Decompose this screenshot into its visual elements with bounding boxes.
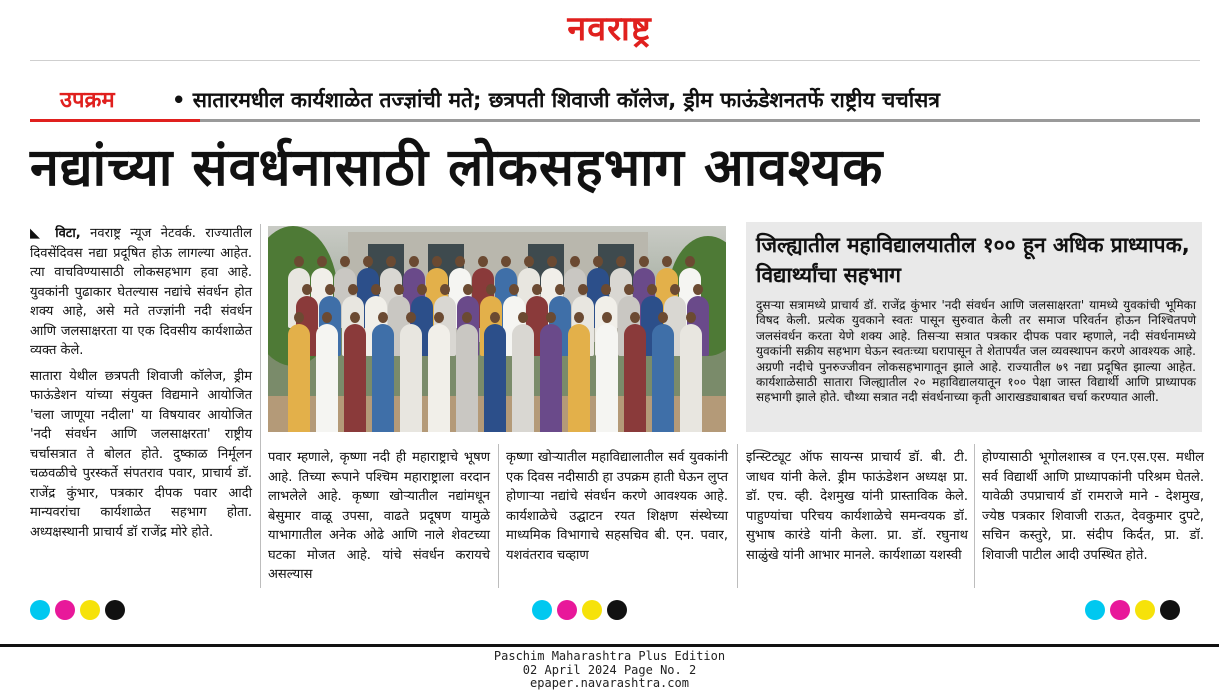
- registration-dot: [1160, 600, 1180, 620]
- sidebar-text: दुसऱ्या सत्रामध्ये प्राचार्य डॉ. राजेंद्र कुंभार 'नदी संवर्धन आणि जलसाक्षरता' यामध्ये युवकांची भूमिका विषद केली. प्रत्येक युवकाने स्वतः पासून सुरुवात केली तर समाज परिवर्तन होऊन निश्चितपणे जलसंवर्धन करता येणे शक्य आहे. तिसऱ्या सत्रात पत्रकार दीपक पवार म्हणाले, नदी संवर्धनामध्ये युवकांनी सक्रीय सहभाग घेऊन स्वतःच्या घरापासून ते शेतापर्यंत जल व्यवस्थापन करणे आवश्यक आहे. अग्रणी नदीचे पुनरुज्जीवन लोकसहभागातून झाले आहे. राज्यातील ७९ नद्या प्रदूषित झाल्या आहेत. कार्यशाळेसाठी सातारा जिल्ह्यातील २० महाविद्यालयातून १०० पेक्षा जास्त विद्यार्थी आणि प्राध्यापक सहभागी झाले होते. चौथ्या सत्रात नदी संवर्धनाच्या कृती आराखड्याबाबत चर्चा करण्यात आली.: [756, 298, 1196, 405]
- section-underline: [30, 119, 200, 122]
- registration-dot: [55, 600, 75, 620]
- article-column-1: [30, 224, 252, 548]
- column-divider: [260, 224, 261, 588]
- registration-dot: [80, 600, 100, 620]
- kicker-line: • सातारमधील कार्यशाळेत तज्ज्ञांची मते; छत्रपती शिवाजी कॉलेज, ड्रीम फाऊंडेशनतर्फे राष्ट्रीय चर्चासत्र: [172, 88, 940, 112]
- registration-dot: [105, 600, 125, 620]
- article-paragraph: सातारा येथील छत्रपती शिवाजी कॉलेज, ड्रीम फाऊंडेशन यांच्या संयुक्त विद्यमाने आयोजित 'चला जाणूया नदीला' या विषयावर आयोजित 'नदी संवर्धन आणि जलसाक्षरता' राष्ट्रीय चर्चासत्रात ते बोलत होते. दुष्काळ निर्मूलन चळवळीचे पुरस्कर्ते संपतराव पवार, प्राचार्य डॉ. राजेंद्र कुंभार, पत्रकार दीपक पवार आदी मान्यवरांचा कार्यशाळेत सहभाग होता. अध्यक्षस्थानी प्राचार्य डॉ राजेंद्र मोरे होते.: [30, 368, 252, 540]
- registration-dot: [30, 600, 50, 620]
- kicker-divider: [200, 119, 1200, 122]
- article-paragraph: नवराष्ट्र न्यूज नेटवर्क. राज्यातील दिवसेंदिवस नद्या प्रदूषित होऊ लागल्या आहेत. त्या वाचविण्यासाठी लोकसहभाग हवा आहे. युवकांनी पुढाकार घेतल्यास नद्यांचे संवर्धन होत शक्य आहे, असे मते तज्ज्ञांनी नदी संवर्धन आणि जलसाक्षरता या एक दिवसीय कार्यशाळेत व्यक्त केले.: [30, 226, 252, 358]
- article-column-5: होण्यासाठी भूगोलशास्त्र व एन.एस.एस. मधील सर्व विद्यार्थी आणि प्राध्यापकांनी परिश्रम घेतले. यावेळी उपप्राचार्य डॉ रामराजे माने - देशमुख, ज्येष्ठ पत्रकार शिवाजी राऊत, देवकुमार दुपटे, सचिन कस्तुरे, प्रा. संदीप किर्दत, प्रा. डॉ. शिवाजी पाटील आदी उपस्थित होते.: [982, 450, 1204, 563]
- dateline: विटा,: [55, 226, 81, 241]
- footer-date-page: 02 April 2024 Page No. 2: [522, 662, 697, 677]
- registration-dot: [1135, 600, 1155, 620]
- footer-edition: Paschim Maharashtra Plus Edition: [493, 649, 726, 663]
- sidebar-title: जिल्ह्यातील महाविद्यालयातील १०० हून अधिक प्राध्यापक, विद्यार्थ्यांचा सहभाग: [756, 233, 1190, 287]
- column-divider: [737, 444, 738, 588]
- article-column-3: कृष्णा खोऱ्यातील महाविद्यालातील सर्व युवकांनी एक दिवस नदीसाठी हा उपक्रम हाती घेऊन लुप्त होणाऱ्या नद्यांचे संवर्धन करणे आवश्यक आहे. कार्यशाळेचे उद्घाटन रयत शिक्षण संस्थेच्या माध्यमिक विभागाचे सहसचिव बी. एन. पवार, यशवंतराव चव्हाण: [506, 450, 728, 563]
- top-divider: [30, 60, 1200, 61]
- article-column-4: इन्स्टिट्यूट ऑफ सायन्स प्राचार्य डॉ. बी. टी. जाधव यांनी केले. ड्रीम फाऊंडेशन अध्यक्ष प्रा. डॉ. एच. व्ही. देशमुख यांनी प्रास्ताविक केले. पाहुण्यांचा परिचय कार्यशाळेचे समन्वयक डॉ. सुभाष कारंडे यांनी केला. प्रा. डॉ. रघुनाथ साळुंखे यांनी आभार मानले. कार्यशाळा यशस्वी: [746, 450, 968, 563]
- article-column-2: पवार म्हणाले, कृष्णा नदी ही महाराष्ट्राचे भूषण आहे. तिच्या रूपाने पश्चिम महाराष्ट्राला वरदान लाभलेले आहे. कृष्णा खोऱ्यातील नद्यांमधून बेसुमार वाळू उपसा, वाढते प्रदूषण यामुळे याभागातील अनेक ओढे आणि नाले शेवटच्या घटका मोजत आहे. यांचे संवर्धन करायचे असल्यास: [268, 450, 490, 582]
- footer-divider: [0, 644, 1219, 647]
- registration-dot: [1085, 600, 1105, 620]
- column-divider: [974, 444, 975, 588]
- headline: नद्यांच्या संवर्धनासाठी लोकसहभाग आवश्यक: [30, 138, 884, 198]
- column-divider: [498, 444, 499, 588]
- dateline-marker-icon: ◣: [30, 226, 56, 241]
- registration-dot: [557, 600, 577, 620]
- footer: [0, 650, 1219, 691]
- registration-dot: [1110, 600, 1130, 620]
- registration-dot: [607, 600, 627, 620]
- section-label: उपक्रम: [60, 88, 115, 113]
- registration-dot: [582, 600, 602, 620]
- group-photo: [268, 226, 726, 432]
- masthead-logo: नवराष्ट्र: [567, 9, 652, 49]
- footer-url: epaper.navarashtra.com: [530, 676, 689, 690]
- registration-dot: [532, 600, 552, 620]
